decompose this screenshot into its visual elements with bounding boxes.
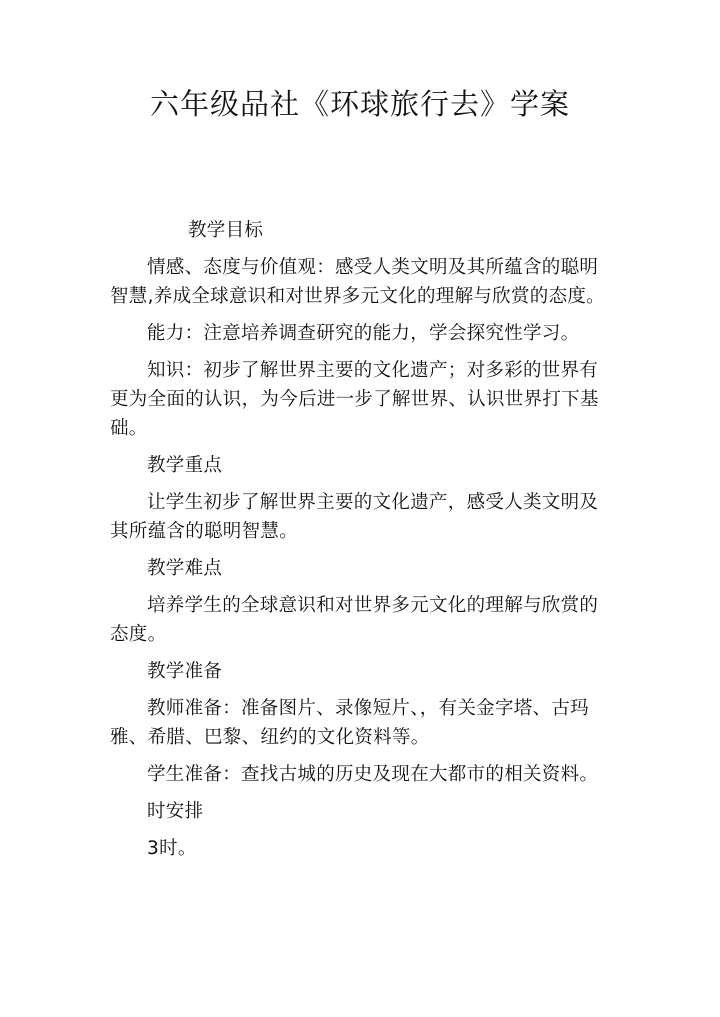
section-heading-difficulties: 教学难点 — [147, 558, 223, 579]
document-body — [110, 216, 612, 871]
section-heading-preparation: 教学准备 — [147, 661, 223, 682]
section-heading-schedule: 时安排 — [147, 801, 204, 822]
document-title: 六年级品社《环球旅行去》学案 — [149, 87, 570, 121]
paragraph-teacher-preparation: 教师准备：准备图片、录像短片、，有关金字塔、古玛雅、希腊、巴黎、纽约的文化资料等。 — [110, 698, 589, 748]
paragraph-difficulties: 培养学生的全球意识和对世界多元文化的理解与欣赏的态度。 — [110, 595, 599, 645]
section-heading-key-points: 教学重点 — [147, 455, 223, 476]
paragraph-key-points: 让学生初步了解世界主要的文化遗产，感受人类文明及其所蕴含的聪明智慧。 — [110, 492, 599, 542]
paragraph-student-preparation: 学生准备：查找古城的历史及现在大都市的相关资料。 — [147, 764, 599, 785]
paragraph-ability: 能力：注意培养调查研究的能力，学会探究性学习。 — [147, 323, 580, 344]
paragraph-emotion-attitude: 情感、态度与价值观：感受人类文明及其所蕴含的聪明智慧,养成全球意识和对世界多元文化的理解与欣赏的态度。 — [110, 257, 605, 307]
paragraph-schedule: 3时。 — [147, 838, 197, 859]
paragraph-knowledge: 知识：初步了解世界主要的文化遗产；对多彩的世界有更为全面的认识，为今后进一步了解世界、认识世界打下基础。 — [110, 360, 599, 439]
section-heading-objectives: 教学目标 — [188, 220, 264, 241]
